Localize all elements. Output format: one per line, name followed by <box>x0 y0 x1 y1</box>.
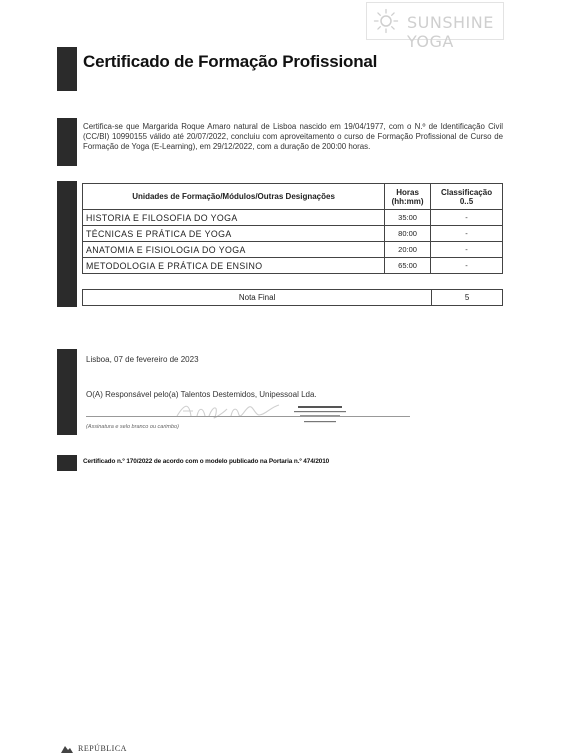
table-bar-marker <box>57 181 77 307</box>
module-grade: - <box>431 210 503 226</box>
module-hours: 35:00 <box>385 210 431 226</box>
handwritten-signature <box>175 401 285 421</box>
place-and-date: Lisboa, 07 de fevereiro de 2023 <box>86 355 199 364</box>
sun-icon <box>373 8 399 34</box>
final-grade-table <box>82 289 503 306</box>
signature-caption: (Assinatura e selo branco ou carimbo) <box>86 424 179 430</box>
table-header-row <box>83 184 503 210</box>
signature-line <box>86 416 410 417</box>
sunshine-yoga-logo <box>366 2 504 51</box>
module-grade: - <box>431 226 503 242</box>
signature-bar-marker <box>57 349 77 435</box>
certificate-reference: Certificado n.º 170/2022 de acordo com o modelo publicado na Portaria n.º 474/2010 <box>83 458 330 465</box>
intro-bar-marker <box>57 118 77 166</box>
module-name: METODOLOGIA E PRÁTICA DE ENSINO <box>83 258 385 274</box>
table-row <box>83 210 503 226</box>
units-column-header: Unidades de Formação/Módulos/Outras Designações <box>83 184 385 210</box>
logo-text: SUNSHINE YOGA <box>407 13 494 51</box>
republica-emblem-icon <box>60 745 74 754</box>
module-hours: 20:00 <box>385 242 431 258</box>
certificate-bar-marker <box>57 455 77 471</box>
table-row <box>83 226 503 242</box>
module-name: TÉCNICAS E PRÁTICA DE YOGA <box>83 226 385 242</box>
module-grade: - <box>431 242 503 258</box>
hours-column-header: Horas (hh:mm) <box>385 184 431 210</box>
module-hours: 80:00 <box>385 226 431 242</box>
modules-table <box>82 183 503 274</box>
certificate-statement: Certifica-se que Margarida Roque Amaro natural de Lisboa nascido em 19/04/1977, com o N.º de Identificação Civil (CC/BI) 10990155 válido até 20/07/2022, concluiu com aproveitamento o curso de Formação Profissional de Curso de Formação de Yoga (E-Learning), em 29/12/2022, com a duração de 200:00 horas. <box>83 122 503 151</box>
page-title: Certificado de Formação Profissional <box>83 52 378 71</box>
table-row <box>83 242 503 258</box>
responsible-entity: O(A) Responsável pelo(a) Talentos Destemidos, Unipessoal Lda. <box>86 390 317 399</box>
footer-text: REPÚBLICA <box>78 744 127 753</box>
final-grade-value: 5 <box>432 290 503 306</box>
module-name: HISTORIA E FILOSOFIA DO YOGA <box>83 210 385 226</box>
grade-column-header: Classificação 0..5 <box>431 184 503 210</box>
module-hours: 65:00 <box>385 258 431 274</box>
module-name: ANATOMIA E FISIOLOGIA DO YOGA <box>83 242 385 258</box>
title-bar-marker <box>57 47 77 91</box>
table-row <box>83 258 503 274</box>
module-grade: - <box>431 258 503 274</box>
final-grade-label: Nota Final <box>83 290 432 306</box>
republica-footer <box>60 744 127 754</box>
